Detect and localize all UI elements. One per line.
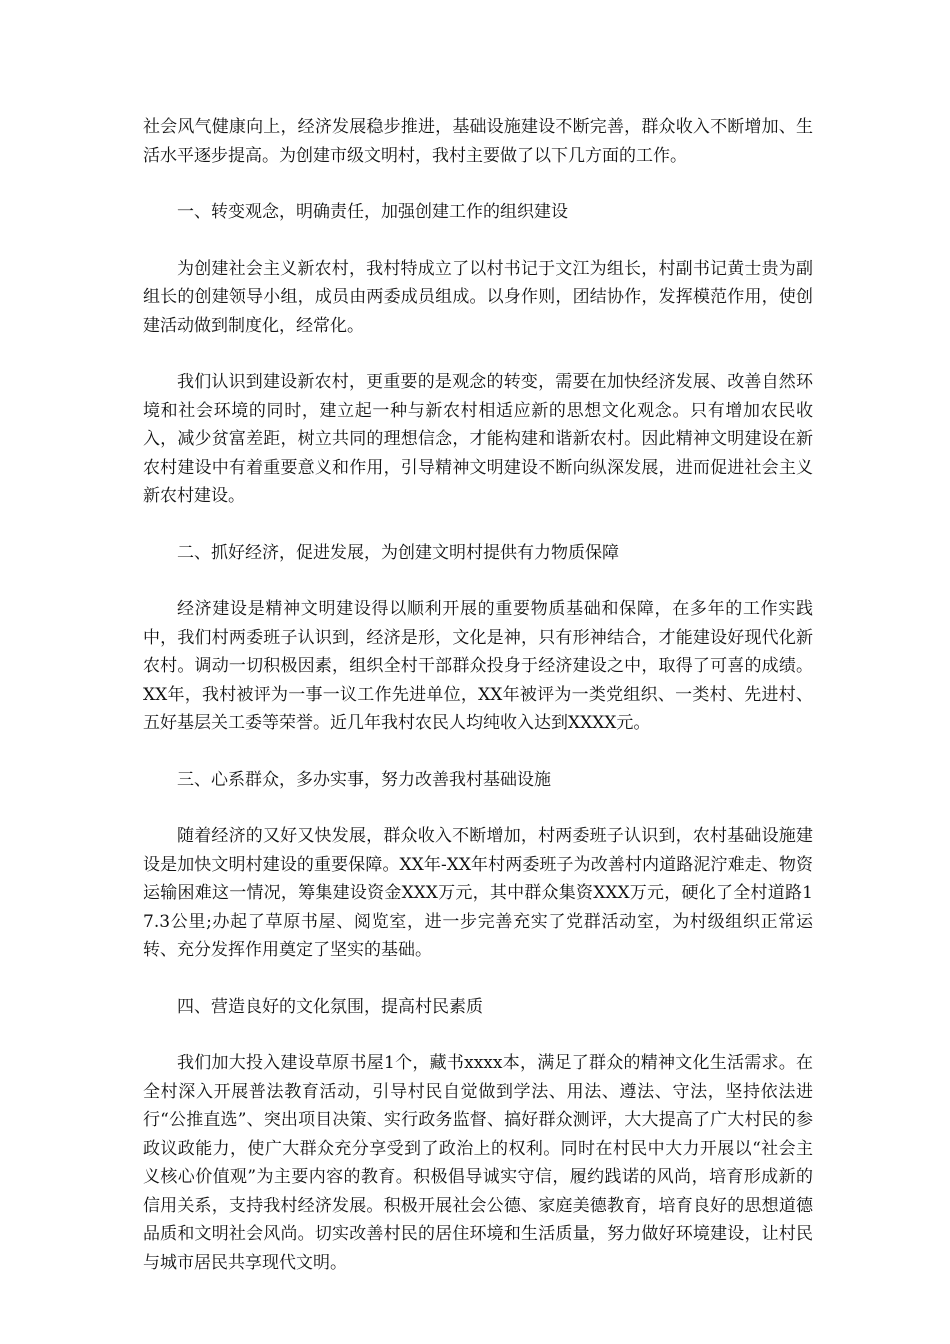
body-paragraph: 我们加大投入建设草原书屋1个，藏书xxxx本，满足了群众的精神文化生活需求。在全村深入开展普法教育活动，引导村民自觉做到学法、用法、遵法、守法，坚持依法进行“公推直选”、突出项目决策、实行政务监督、搞好群众测评，大大提高了广大村民的参政议政能力，使广大群众充分享受到了政治上的权利。同时在村民中大力开展以“社会主义核心价值观”为主要内容的教育。积极倡导诚实守信，履约践诺的风尚，培育形成新的信用关系，支持我村经济发展。积极开展社会公德、家庭美德教育，培育良好的思想道德品质和文明社会风尚。切实改善村民的居住环境和生活质量，努力做好环境建设，让村民与城市居民共享现代文明。 [143, 1053, 813, 1273]
section-heading: 一、转变观念，明确责任，加强创建工作的组织建设 [177, 202, 568, 222]
section-heading: 三、心系群众，多办实事，努力改善我村基础设施 [177, 769, 551, 790]
section-heading: 二、抓好经济，促进发展，为创建文明村提供有力物质保障 [177, 542, 619, 563]
document-body [143, 113, 813, 1305]
body-paragraph: 社会风气健康向上，经济发展稳步推进，基础设施建设不断完善，群众收入不断增加、生活水平逐步提高。为创建市级文明村，我村主要做了以下几方面的工作。 [143, 117, 813, 166]
body-paragraph: 为创建社会主义新农村，我村特成立了以村书记于文江为组长，村副书记黄士贵为副组长的创建领导小组，成员由两委成员组成。以身作则，团结协作，发挥模范作用，使创建活动做到制度化，经常化。 [143, 258, 813, 336]
body-paragraph: 我们认识到建设新农村，更重要的是观念的转变，需要在加快经济发展、改善自然环境和社会环境的同时，建立起一种与新农村相适应新的思想文化观念。只有增加农民收入，减少贫富差距，树立共同的理想信念，才能构建和谐新农村。因此精神文明建设在新农村建设中有着重要意义和作用，引导精神文明建设不断向纵深发展，进而促进社会主义新农村建设。 [143, 372, 813, 506]
body-paragraph: 经济建设是精神文明建设得以顺利开展的重要物质基础和保障，在多年的工作实践中，我们村两委班子认识到，经济是形，文化是神，只有形神结合，才能建设好现代化新农村。调动一切积极因素，组织全村干部群众投身于经济建设之中，取得了可喜的成绩。XX年，我村被评为一事一议工作先进单位，XX年被评为一类党组织、一类村、先进村、五好基层关工委等荣誉。近几年我村农民人均纯收入达到XXXX元。 [143, 599, 813, 733]
body-paragraph: 随着经济的又好又快发展，群众收入不断增加，村两委班子认识到，农村基础设施建设是加快文明村建设的重要保障。XX年-XX年村两委班子为改善村内道路泥泞难走、物资运输困难这一情况，筹集建设资金XXX万元，其中群众集资XXX万元，硬化了全村道路17.3公里;办起了草原书屋、阅览室，进一步完善充实了党群活动室，为村级组织正常运转、充分发挥作用奠定了坚实的基础。 [143, 826, 813, 960]
section-heading: 四、营造良好的文化氛围，提高村民素质 [177, 996, 483, 1017]
